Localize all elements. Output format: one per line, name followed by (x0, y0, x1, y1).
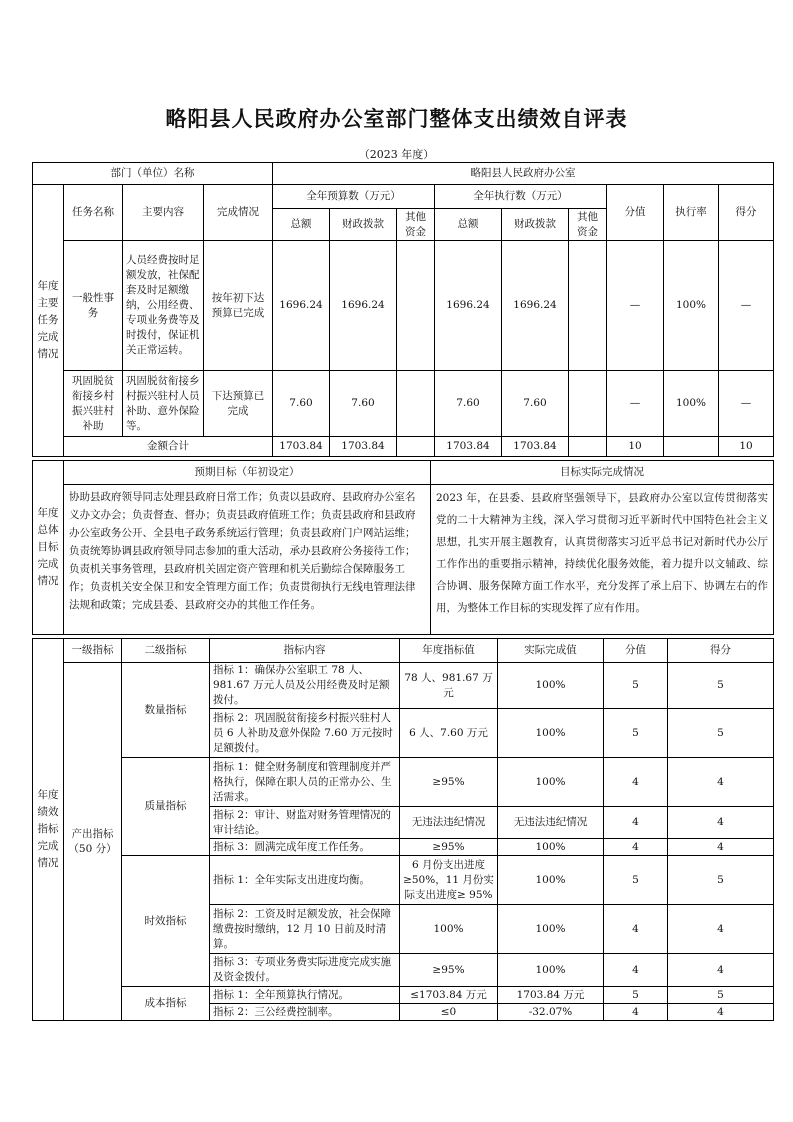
score-value: 4 (604, 807, 668, 839)
annual-target: 6 月份支出进度≥50%，11 月份实际支出进度≥ 95% (400, 856, 498, 905)
score: — (719, 371, 774, 437)
header-score: 得分 (719, 185, 774, 241)
actual-value: 100% (498, 709, 604, 758)
header-indicator-content: 指标内容 (210, 639, 400, 663)
budget-total: 7.60 (273, 371, 330, 437)
actual-value: 无违法违纪情况 (498, 807, 604, 839)
table-row (33, 856, 774, 905)
exec-total: 7.60 (435, 371, 502, 437)
actual-value: 100% (498, 758, 604, 807)
indicator-content: 指标 3：圆满完成年度工作任务。 (210, 839, 400, 856)
header-actual-goal: 目标实际完成情况 (431, 461, 774, 485)
annual-target: ≥95% (400, 758, 498, 807)
level2-cost: 成本指标 (122, 987, 210, 1021)
budget-other (397, 241, 435, 371)
score-value: 5 (604, 856, 668, 905)
dept-value: 略阳县人民政府办公室 (273, 163, 774, 185)
dept-label: 部门（单位）名称 (33, 163, 273, 185)
header-annual-target: 年度指标值 (400, 639, 498, 663)
header-main-content: 主要内容 (123, 185, 204, 241)
header-exec-rate: 执行率 (664, 185, 719, 241)
header-budget-total: 总额 (273, 209, 330, 241)
annual-target: 78 人、981.67 万元 (400, 663, 498, 709)
total-budget: 1703.84 (273, 437, 330, 457)
header-score-value: 分值 (604, 639, 668, 663)
exec-other (569, 371, 607, 437)
page-title: 略阳县人民政府办公室部门整体支出绩效自评表 (165, 106, 628, 131)
level2-quantity: 数量指标 (122, 663, 210, 758)
score-value: 4 (604, 954, 668, 987)
total-row (33, 437, 774, 457)
header-task-name: 任务名称 (64, 185, 123, 241)
score: 5 (668, 709, 774, 758)
exec-rate: 100% (664, 241, 719, 371)
actual-value: -32.07% (498, 1004, 604, 1021)
header-level1: 一级指标 (64, 639, 122, 663)
score-value: 4 (604, 905, 668, 954)
score: 5 (668, 856, 774, 905)
budget-other (397, 371, 435, 437)
score-value: 5 (604, 663, 668, 709)
level2-quality: 质量指标 (122, 758, 210, 856)
actual-goal-text: 2023 年，在县委、县政府坚强领导下，县政府办公室以宣传贯彻落实党的二十大精神为主线，深入学习贯彻习近平新时代中国特色社会主义思想，扎实开展主题教育，认真贯彻落实习近平总书记对新时代办公厅工作作出的重要指示精神，持续优化服务效能，着力提升以文辅政、综合协调、服务保障方面工作水平，充分发挥了承上启下、协调左右的作用，为整体工作目标的实现发挥了应有作用。 (431, 485, 774, 635)
indicator-content: 指标 2：审计、财监对财务管理情况的审计结论。 (210, 807, 400, 839)
table-row (33, 663, 774, 709)
year-subtitle: （2023 年度） (358, 148, 435, 161)
table-row (33, 987, 774, 1004)
header-status: 完成情况 (204, 185, 273, 241)
actual-value: 100% (498, 856, 604, 905)
score-value: — (607, 371, 664, 437)
header-expected-goal: 预期目标（年初设定） (64, 461, 431, 485)
exec-rate: 100% (664, 371, 719, 437)
total-exec-fiscal: 1703.84 (502, 437, 569, 457)
header-exec-other: 其他资金 (569, 209, 607, 241)
total-budget-fiscal: 1703.84 (330, 437, 397, 457)
table-row (33, 241, 774, 371)
header-score-value: 分值 (607, 185, 664, 241)
annual-target: ≤1703.84 万元 (400, 987, 498, 1004)
score: 4 (668, 758, 774, 807)
actual-value: 100% (498, 839, 604, 856)
task-content: 人员经费按时足额发放，社保配套及时足额缴纳，公用经费、专项业务费等及时拨付，保证机关正常运转。 (123, 241, 204, 371)
score: 5 (668, 987, 774, 1004)
actual-value: 1703.84 万元 (498, 987, 604, 1004)
indicator-content: 指标 2：巩固脱贫衔接乡村振兴驻村人员 6 人补助及意外保险 7.60 万元按时足额拨付。 (210, 709, 400, 758)
exec-fiscal: 7.60 (502, 371, 569, 437)
level1-output: 产出指标（50 分） (64, 663, 122, 1021)
score: 5 (668, 663, 774, 709)
score-value: 4 (604, 839, 668, 856)
task-table (32, 162, 774, 457)
total-score: 10 (719, 437, 774, 457)
perf-table (32, 638, 774, 1021)
level2-timeliness: 时效指标 (122, 856, 210, 987)
task-name: 巩固脱贫衔接乡村振兴驻村补助 (64, 371, 123, 437)
actual-value: 100% (498, 905, 604, 954)
score: 4 (668, 807, 774, 839)
indicator-content: 指标 2：工资及时足额发放，社会保障缴费按时缴纳，12 月 10 日前及时清算。 (210, 905, 400, 954)
exec-other (569, 241, 607, 371)
score-value: 4 (604, 1004, 668, 1021)
score: 4 (668, 839, 774, 856)
indicator-content: 指标 2：三公经费控制率。 (210, 1004, 400, 1021)
header-budget-fiscal: 财政拨款 (330, 209, 397, 241)
budget-total: 1696.24 (273, 241, 330, 371)
exec-total: 1696.24 (435, 241, 502, 371)
goals-table (32, 460, 774, 635)
header-score: 得分 (668, 639, 774, 663)
annual-target: 100% (400, 905, 498, 954)
score-value: 5 (604, 987, 668, 1004)
header-level2: 二级指标 (122, 639, 210, 663)
table-row (33, 758, 774, 807)
annual-target: 6 人、7.60 万元 (400, 709, 498, 758)
budget-fiscal: 1696.24 (330, 241, 397, 371)
score: 4 (668, 905, 774, 954)
task-name: 一般性事务 (64, 241, 123, 371)
expected-goal-text: 协助县政府领导同志处理县政府日常工作；负责以县政府、县政府办公室名义办文办会；负责督查、督办；负责县政府值班工作；负责县政府和县政府办公室政务公开、全县电子政务系统运行管理；负责县政府门户网站运维；负责统筹协调县政府领导同志参加的重大活动，承办县政府公务接待工作；负责机关事务管理，县政府机关固定资产管理和机关后勤综合保障服务工作；负责机关安全保卫和安全管理方面工作；负责贯彻执行无线电管理法律法规和政策；完成县委、县政府交办的其他工作任务。 (64, 485, 431, 635)
indicator-content: 指标 1：确保办公室职工 78 人、981.67 万元人员及公用经费及时足额拨付。 (210, 663, 400, 709)
annual-target: ≤0 (400, 1004, 498, 1021)
task-status: 下达预算已完成 (204, 371, 273, 437)
total-exec: 1703.84 (435, 437, 502, 457)
indicator-content: 指标 1：健全财务制度和管理制度并严格执行，保障在职人员的正常办公、生活需求。 (210, 758, 400, 807)
score-value: 4 (604, 758, 668, 807)
perf-section-label: 年度绩效指标完成情况 (33, 639, 64, 1021)
total-score-value: 10 (607, 437, 664, 457)
annual-target: 无违法违纪情况 (400, 807, 498, 839)
exec-fiscal: 1696.24 (502, 241, 569, 371)
annual-target: ≥95% (400, 954, 498, 987)
header-exec: 全年执行数（万元） (435, 185, 607, 209)
score-value: — (607, 241, 664, 371)
goals-section-label: 年度总体目标完成情况 (33, 461, 64, 635)
budget-fiscal: 7.60 (330, 371, 397, 437)
actual-value: 100% (498, 663, 604, 709)
task-content: 巩固脱贫衔接乡村振兴驻村人员补助、意外保险等。 (123, 371, 204, 437)
task-section-label: 年度主要任务完成情况 (33, 185, 64, 457)
indicator-content: 指标 3：专项业务费实际进度完成实施及资金拨付。 (210, 954, 400, 987)
header-budget: 全年预算数（万元） (273, 185, 435, 209)
table-row (33, 371, 774, 437)
header-budget-other: 其他资金 (397, 209, 435, 241)
score: — (719, 241, 774, 371)
total-label: 金额合计 (64, 437, 273, 457)
score: 4 (668, 1004, 774, 1021)
annual-target: ≥95% (400, 839, 498, 856)
header-exec-total: 总额 (435, 209, 502, 241)
score-value: 5 (604, 709, 668, 758)
header-actual-value: 实际完成值 (498, 639, 604, 663)
header-exec-fiscal: 财政拨款 (502, 209, 569, 241)
indicator-content: 指标 1：全年实际支出进度均衡。 (210, 856, 400, 905)
score: 4 (668, 954, 774, 987)
actual-value: 100% (498, 954, 604, 987)
task-status: 按年初下达预算已完成 (204, 241, 273, 371)
indicator-content: 指标 1：全年预算执行情况。 (210, 987, 400, 1004)
